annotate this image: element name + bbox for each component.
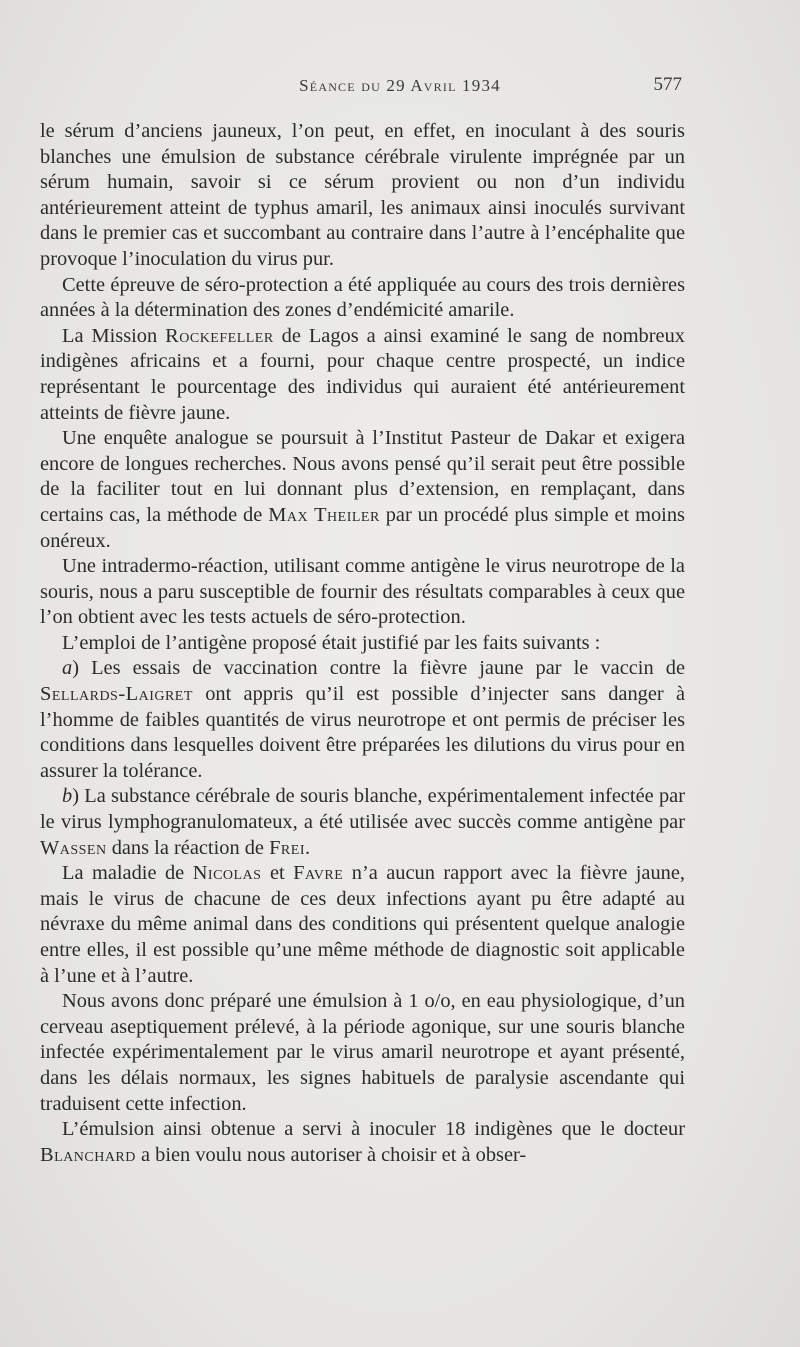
text-run: ont appris qu’il est possible d’injecter sans danger à l’homme de faibles quantités de virus neurotrope et ont permis de préciser les conditions dans lesquelles doivent être préparées les dilutions du virus pour en assurer la tolérance. — [40, 683, 685, 782]
text-run: par un procédé plus simple et moins onéreux. — [40, 503, 685, 552]
text-run: L’émulsion ainsi obtenue a servi à inoculer 18 indigènes que le docteur — [62, 1118, 685, 1141]
paragraph — [40, 273, 685, 324]
text-run: La Mission — [62, 324, 166, 347]
author-name: Max Theiler — [268, 503, 380, 526]
body-text — [40, 119, 685, 1168]
text-run: La maladie de — [62, 862, 193, 885]
author-name: Wassen — [40, 836, 107, 859]
text-run: . — [305, 836, 311, 859]
text-run: dans la réaction de — [106, 836, 270, 859]
page-number: 577 — [653, 74, 682, 95]
paragraph — [40, 426, 685, 554]
author-name: Blanchard — [40, 1143, 136, 1166]
list-marker: b — [62, 785, 73, 808]
paragraph — [40, 656, 685, 784]
paragraph — [40, 784, 685, 861]
paragraph — [40, 1117, 685, 1168]
paragraph — [40, 119, 685, 273]
running-title: Séance du 29 Avril 1934 — [299, 76, 501, 95]
text-run: de Lagos a ainsi examiné le sang de nombreux indigènes africains et a fourni, pour chaque centre prospecté, un indice représentant le pourcentage des individus qui auraient été antérieurement atteints de fièvre jaune. — [40, 324, 685, 424]
text-run: le sérum d’anciens jauneux, l’on peut, en effet, en inoculant à des souris blanches une émulsion de substance cérébrale virulente imprégnée par un sérum humain, savoir si ce sérum provient ou non d’un individu antérieurement atteint de typhus amaril, les animaux ainsi inoculés survivant dans le premier cas et succombant au contraire dans l’autre à l’encéphalite que provoque l’inoculation du virus pur. — [40, 120, 685, 270]
paragraph — [40, 989, 685, 1117]
text-run: ) La substance cérébrale de souris blanche, expérimentalement infectée par le virus lymphogranulomateux, a été utilisée avec succès comme antigène par — [40, 785, 685, 834]
author-name: Rockefeller — [165, 324, 274, 347]
author-name: Frei — [269, 836, 305, 859]
text-run: a bien voulu nous autoriser à choisir et à obser- — [135, 1143, 527, 1166]
text-run: Cette épreuve de séro-protection a été appliquée au cours des trois dernières années à la détermination des zones d’endémicité amarile. — [40, 273, 685, 322]
text-run: Une intradermo-réaction, utilisant comme antigène le virus neurotrope de la souris, nous a paru susceptible de fournir des résultats comparables à ceux que l’on obtient avec les tests actuels de séro-protection. — [40, 555, 685, 629]
paragraph — [40, 324, 685, 426]
author-name: Nicolas — [192, 862, 262, 885]
text-run: et — [261, 862, 294, 885]
list-marker: a — [62, 657, 73, 680]
paragraph — [40, 631, 685, 657]
text-run: Une enquête analogue se poursuit à l’Institut Pasteur de Dakar et exigera encore de longues recherches. Nous avons pensé qu’il serait peut être possible de la faciliter tout en lui donnant plus d’extension, en remplaçant, dans certains cas, la méthode de — [40, 427, 685, 526]
author-name: Sellards-Laigret — [40, 683, 193, 706]
author-name: Favre — [293, 862, 344, 885]
text-run: ) Les essais de vaccination contre la fièvre jaune par le vaccin de — [72, 657, 685, 680]
text-run: n’a aucun rapport avec la fièvre jaune, mais le virus de chacune de ces deux infections ayant pu être adapté au névraxe du même animal dans des conditions qui présentent quelque analogie entre elles, il est possible qu’une même méthode de diagnostic soit applicable à l’une et à l’autre. — [40, 862, 685, 987]
text-run: Nous avons donc préparé une émulsion à 1 o/o, en eau physiologique, d’un cerveau aseptiquement prélevé, à la période agonique, sur une souris blanche infectée expérimentalement par le virus amaril neurotrope et ayant présenté, dans les délais normaux, les signes habituels de paralysie ascendante qui traduisent cette infection. — [40, 990, 685, 1115]
paragraph — [40, 861, 685, 989]
text-run: L’emploi de l’antigène proposé était justifié par les faits suivants : — [62, 631, 601, 654]
paragraph — [40, 554, 685, 631]
page-header — [0, 76, 800, 100]
